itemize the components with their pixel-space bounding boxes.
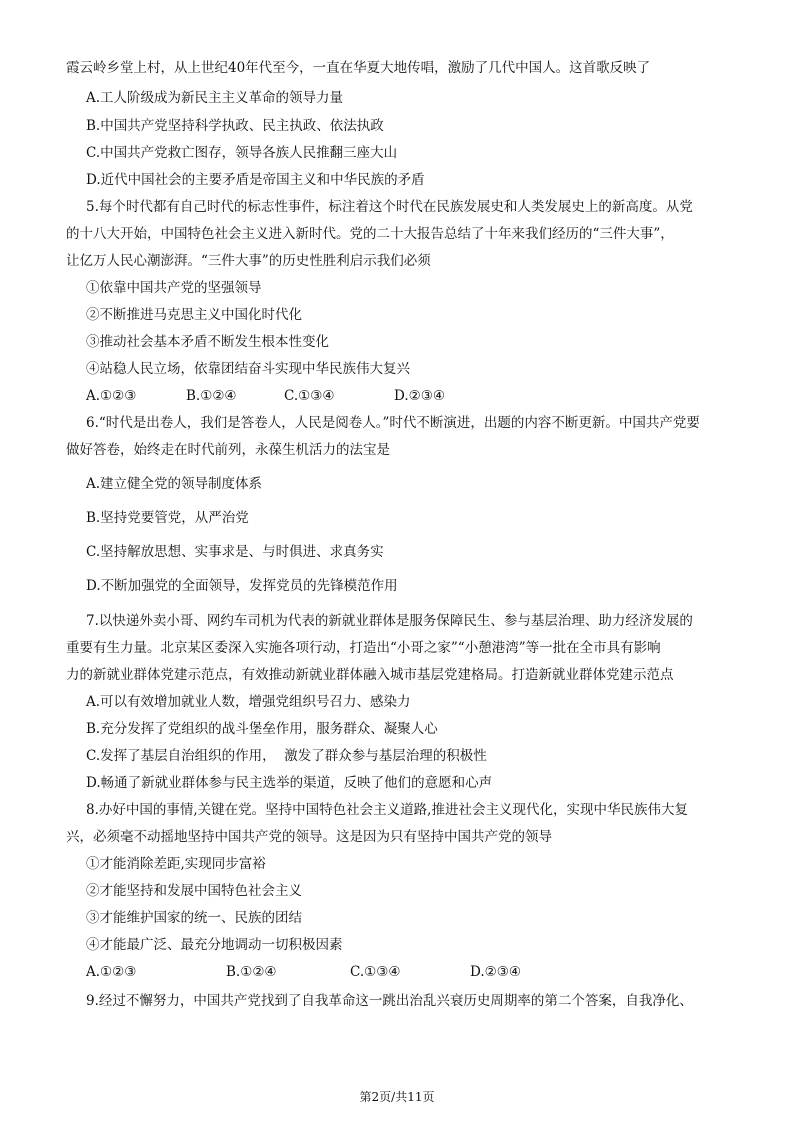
q6-option-d: D.不断加强党的全面领导，发挥党员的先锋模范作用 — [86, 578, 398, 594]
q6-stem-line-1: 6.“时代是出卷人，我们是答卷人，人民是阅卷人。”时代不断演进，出题的内容不断更新。中国共产党要 — [86, 415, 700, 431]
q9-stem-line-1: 9.经过不懈努力，中国共产党找到了自我革命这一跳出治乱兴衰历史周期率的第二个答案，自我净化、 — [86, 993, 693, 1009]
q8-item-1: ①才能消除差距,实现同步富裕 — [86, 856, 266, 872]
q6-option-a: A.建立健全党的领导制度体系 — [86, 476, 263, 492]
q5-item-4: ④站稳人民立场，依靠团结奋斗实现中华民族伟大复兴 — [86, 361, 410, 377]
q5-stem-line-3: 让亿万人民心潮澎湃。“三件大事”的历史性胜利启示我们必须 — [66, 253, 431, 269]
q5-item-1: ①依靠中国共产党的坚强领导 — [86, 280, 262, 296]
q4-option-d: D.近代中国社会的主要矛盾是帝国主义和中华民族的矛盾 — [86, 172, 425, 188]
q8-choice-d: D.②③④ — [470, 964, 521, 980]
q4-option-c: C.中国共产党救亡图存，领导各族人民推翻三座大山 — [86, 145, 398, 161]
q6-option-b: B.坚持党要管党，从严治党 — [86, 510, 249, 526]
q8-item-3: ③才能维护国家的统一、民族的团结 — [86, 910, 302, 926]
q7-option-c: C.发挥了基层自治组织的作用， 激发了群众参与基层治理的积极性 — [86, 748, 487, 764]
q5-item-3: ③推动社会基本矛盾不断发生根本性变化 — [86, 334, 329, 350]
q5-stem-line-2: 的十八大开始，中国特色社会主义进入新时代。党的二十大报告总结了十年来我们经历的“三件大事”， — [66, 226, 674, 242]
q6-stem-line-2: 做好答卷，始终走在时代前列，永葆生机活力的法宝是 — [66, 442, 390, 458]
q5-choice-b: B.①②④ — [186, 388, 237, 404]
q4-option-a: A.工人阶级成为新民主主义革命的领导力量 — [86, 90, 344, 106]
q5-stem-line-1: 5.每个时代都有自己时代的标志性事件，标注着这个时代在民族发展史和人类发展史上的新高度。从党 — [86, 199, 693, 215]
q4-option-b: B.中国共产党坚持科学执政、民主执政、依法执政 — [86, 118, 384, 134]
q8-choice-b: B.①②④ — [226, 964, 277, 980]
q7-stem-line-1: 7.以快递外卖小哥、网约车司机为代表的新就业群体是服务保障民生、参与基层治理、助力经济发展的 — [86, 613, 693, 629]
q8-choice-c: C.①③④ — [350, 964, 401, 980]
q5-choice-c: C.①③④ — [284, 388, 335, 404]
q8-stem-line-1: 8.办好中国的事情,关键在党。坚持中国特色社会主义道路,推进社会主义现代化，实现中华民族伟大复 — [86, 802, 688, 818]
q7-option-b: B.充分发挥了党组织的战斗堡垒作用，服务群众、凝聚人心 — [86, 721, 438, 737]
q8-item-2: ②才能坚持和发展中国特色社会主义 — [86, 883, 302, 899]
q4-stem-tail: 霞云岭乡堂上村，从上世纪40年代至今，一直在华夏大地传唱，激励了几代中国人。这首歌反映了 — [66, 60, 651, 76]
q5-choice-a: A.①②③ — [86, 388, 137, 404]
q7-option-d: D.畅通了新就业群体参与民主选举的渠道，反映了他们的意愿和心声 — [86, 775, 493, 791]
q7-stem-line-3: 力的新就业群体党建示范点，有效推动新就业群体融入城市基层党建格局。打造新就业群体党建示范点 — [66, 667, 674, 683]
q5-item-2: ②不断推进马克思主义中国化时代化 — [86, 307, 302, 323]
q7-stem-line-2: 重要有生力量。北京某区委深入实施各项行动，打造出“小哥之家”“小憩港湾”等一批在全市具有影响 — [66, 640, 661, 656]
page-number-footer: 第2页/共11页 — [359, 1090, 435, 1104]
q7-option-a: A.可以有效增加就业人数，增强党组织号召力、感染力 — [86, 694, 411, 710]
q5-choice-d: D.②③④ — [394, 388, 445, 404]
q6-option-c: C.坚持解放思想、实事求是、与时俱进、求真务实 — [86, 544, 384, 560]
q8-stem-line-2: 兴，必须毫不动摇地坚持中国共产党的领导。这是因为只有坚持中国共产党的领导 — [66, 829, 552, 845]
q8-item-4: ④才能最广泛、最充分地调动一切积极因素 — [86, 937, 343, 953]
q8-choice-a: A.①②③ — [86, 964, 137, 980]
